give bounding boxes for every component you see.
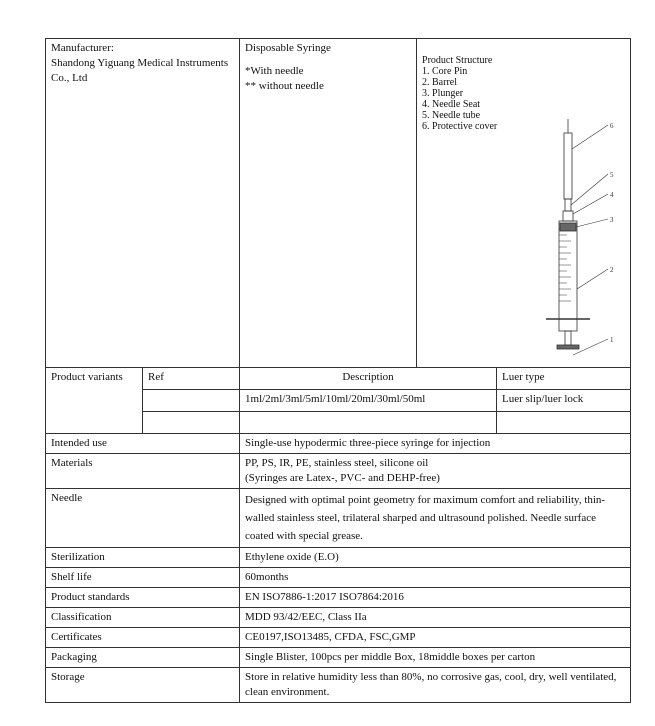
callout-1: 1 (610, 336, 614, 344)
callout-4: 4 (610, 191, 614, 199)
materials-line: PP, PS, IR, PE, stainless steel, silicone oil (245, 457, 429, 469)
spec-value: Single Blister, 100pcs per middle Box, 18middle boxes per carton (240, 648, 631, 668)
col-ref-header: Ref (143, 368, 240, 390)
spec-label: Classification (46, 608, 240, 628)
spec-value: Single-use hypodermic three-piece syringe for injection (240, 434, 631, 454)
spec-row-needle (46, 489, 631, 548)
col-description-header: Description (240, 368, 497, 390)
variant-luer (497, 412, 631, 434)
callout-2: 2 (610, 266, 614, 274)
manufacturer-label: Manufacturer: (51, 42, 114, 54)
spec-row-packaging (46, 648, 631, 668)
option-without-needle: ** without needle (245, 80, 324, 92)
structure-item: 4. Needle Seat (422, 99, 481, 110)
plunger-rod-shape (565, 331, 571, 345)
barrel-shape (559, 221, 577, 331)
spec-value: MDD 93/42/EEC, Class IIa (240, 608, 631, 628)
spec-value (240, 454, 631, 489)
spec-label: Storage (46, 668, 240, 703)
spec-row-intended-use (46, 434, 631, 454)
spec-label: Sterilization (46, 548, 240, 568)
structure-item: 1. Core Pin (422, 66, 468, 77)
syringe-diagram (542, 119, 622, 364)
spec-row-product-standards (46, 588, 631, 608)
spec-label: Needle (46, 489, 240, 548)
spec-value: CE0197,ISO13485, CFDA, FSC,GMP (240, 628, 631, 648)
callout-6: 6 (610, 122, 614, 130)
spec-value: Ethylene oxide (E.O) (240, 548, 631, 568)
variant-description (240, 412, 497, 434)
variants-header-row (46, 368, 631, 390)
spec-label: Materials (46, 454, 240, 489)
callout-3: 3 (610, 216, 614, 224)
structure-item: 5. Needle tube (422, 110, 481, 121)
spec-label: Certificates (46, 628, 240, 648)
structure-item: 2. Barrel (422, 77, 458, 88)
structure-item: 3. Plunger (422, 88, 464, 99)
spec-row-shelf-life (46, 568, 631, 588)
spec-value: Store in relative humidity less than 80%, no corrosive gas, cool, dry, well ventilated, clean environment. (240, 668, 631, 703)
variant-ref (143, 390, 240, 412)
variant-ref (143, 412, 240, 434)
header-row (46, 39, 631, 368)
plunger-stopper-shape (560, 223, 576, 231)
spec-value: EN ISO7886-1:2017 ISO7864:2016 (240, 588, 631, 608)
product-name: Disposable Syringe (245, 42, 331, 54)
callout-5: 5 (610, 171, 614, 179)
spec-row-storage (46, 668, 631, 703)
variant-description: 1ml/2ml/3ml/5ml/10ml/20ml/30ml/50ml (240, 390, 497, 412)
structure-title: Product Structure (422, 55, 493, 66)
spec-label: Intended use (46, 434, 240, 454)
thumb-press-shape (557, 345, 579, 349)
variants-label: Product variants (46, 368, 143, 434)
spec-label: Packaging (46, 648, 240, 668)
spec-value: Designed with optimal point geometry for maximum comfort and reliability, thin-walled stainless steel, trilateral sharped and ultrasound polished. Needle surface coated with special grease. (240, 489, 631, 548)
variant-luer: Luer slip/luer lock (497, 390, 631, 412)
spec-row-certificates (46, 628, 631, 648)
spec-row-materials (46, 454, 631, 489)
manufacturer-name: Shandong Yiguang Medical Instruments (51, 57, 229, 69)
structure-cell (417, 39, 631, 368)
protective-cover-shape (564, 133, 572, 199)
materials-note: (Syringes are Latex-, PVC- and DEHP-free) (245, 472, 440, 484)
spec-label: Shelf life (46, 568, 240, 588)
manufacturer-cell (46, 39, 240, 368)
needle-seat-shape (563, 211, 573, 221)
spec-row-classification (46, 608, 631, 628)
structure-item: 6. Protective cover (422, 121, 498, 132)
spec-row-sterilization (46, 548, 631, 568)
spec-value: 60months (240, 568, 631, 588)
col-luer-header: Luer type (497, 368, 631, 390)
manufacturer-suffix: Co., Ltd (51, 72, 88, 84)
spec-label: Product standards (46, 588, 240, 608)
spec-sheet-table (45, 38, 631, 703)
product-cell (240, 39, 417, 368)
option-with-needle: *With needle (245, 65, 304, 77)
